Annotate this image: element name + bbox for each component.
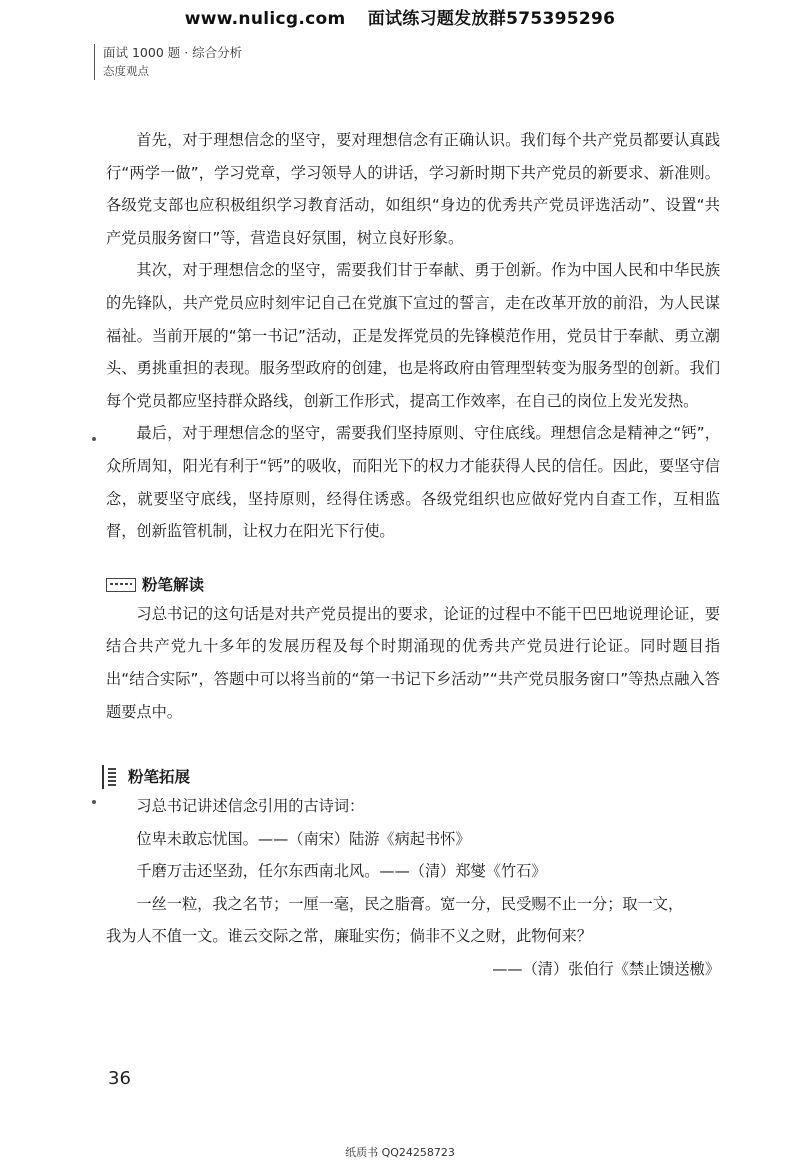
section-heading-interpretation xyxy=(106,572,720,598)
watermark-group: 面试练习题发放群575395296 xyxy=(367,9,616,29)
header-title: 面试 1000 题 · 综合分析 xyxy=(103,45,243,60)
poem-line: 千磨万击还坚劲，任尔东西南北风。——（清）郑燮《竹石》 xyxy=(136,862,547,881)
section-heading-label: 粉笔拓展 xyxy=(128,768,191,787)
watermark-site: www.nulicg.com xyxy=(184,9,346,29)
footer-watermark: 纸质书 QQ24258723 xyxy=(345,1146,455,1159)
header-subtitle: 态度观点 xyxy=(103,64,149,78)
section-heading-expansion xyxy=(106,764,720,790)
margin-mark xyxy=(92,437,96,441)
section-marker-icon xyxy=(102,765,118,789)
body-paragraph: 其次，对于理想信念的坚守，需要我们甘于奉献、勇于创新。作为中国人民和中华民族的先锋队，共产党员应时刻牢记自己在党旗下宣过的誓言，走在改革开放的前沿，为人民谋福祉。当前开展的“第一书记”活动，正是发挥党员的先锋模范作用，党员甘于奉献、勇立潮头、勇挑重担的表现。服务型政府的创建，也是将政府由管理型转变为服务型的创新。我们每个党员都应坚持群众路线，创新工作形式，提高工作效率，在自己的岗位上发光发热。 xyxy=(106,261,720,410)
section-marker-icon xyxy=(106,578,136,592)
body-paragraph: 最后，对于理想信念的坚守，需要我们坚持原则、守住底线。理想信念是精神之“钙”，众所周知，阳光有利于“钙”的吸收，而阳光下的权力才能获得人民的信任。因此，要坚守信念，就要坚守底线，坚持原则，经得住诱惑。各级党组织也应做好党内自查工作，互相监督，创新监管机制，让权力在阳光下行使。 xyxy=(106,424,720,541)
margin-mark xyxy=(92,800,96,804)
top-watermark xyxy=(0,4,800,29)
page-content xyxy=(106,124,720,986)
expansion-intro: 习总书记讲述信念引用的古诗词： xyxy=(136,797,365,816)
interpretation-paragraph: 习总书记的这句话是对共产党员提出的要求，论证的过程中不能干巴巴地说理论证，要结合共产党九十多年的发展历程及每个时期涌现的优秀共产党员进行论证。同时题目指出“结合实际”，答题中可以将当前的“第一书记下乡活动”“共产党员服务窗口”等热点融入答题要点中。 xyxy=(106,604,720,721)
poem-attribution: ——（清）张伯行《禁止馈送檄》 xyxy=(492,960,720,979)
page-number: 36 xyxy=(108,1068,131,1089)
body-paragraph: 首先，对于理想信念的坚守，要对理想信念有正确认识。我们每个共产党员都要认真践行“两学一做”，学习党章，学习领导人的讲话，学习新时期下共产党员的新要求、新准则。各级党支部也应积极组织学习教育活动，如组织“身边的优秀共产党员评选活动”、设置“共产党员服务窗口”等，营造良好氛围，树立良好形象。 xyxy=(106,131,720,247)
poem-line: 一丝一粒，我之名节；一厘一毫，民之脂膏。宽一分，民受赐不止一分；取一文， xyxy=(136,894,684,913)
section-heading-label: 粉笔解读 xyxy=(142,575,205,594)
poem-line: 位卑未敢忘忧国。——（南宋）陆游《病起书怀》 xyxy=(136,829,471,848)
poem-line: 我为人不值一文。谁云交际之常，廉耻实伤；倘非不义之财，此物何来？ xyxy=(106,927,592,946)
running-header xyxy=(94,44,242,80)
